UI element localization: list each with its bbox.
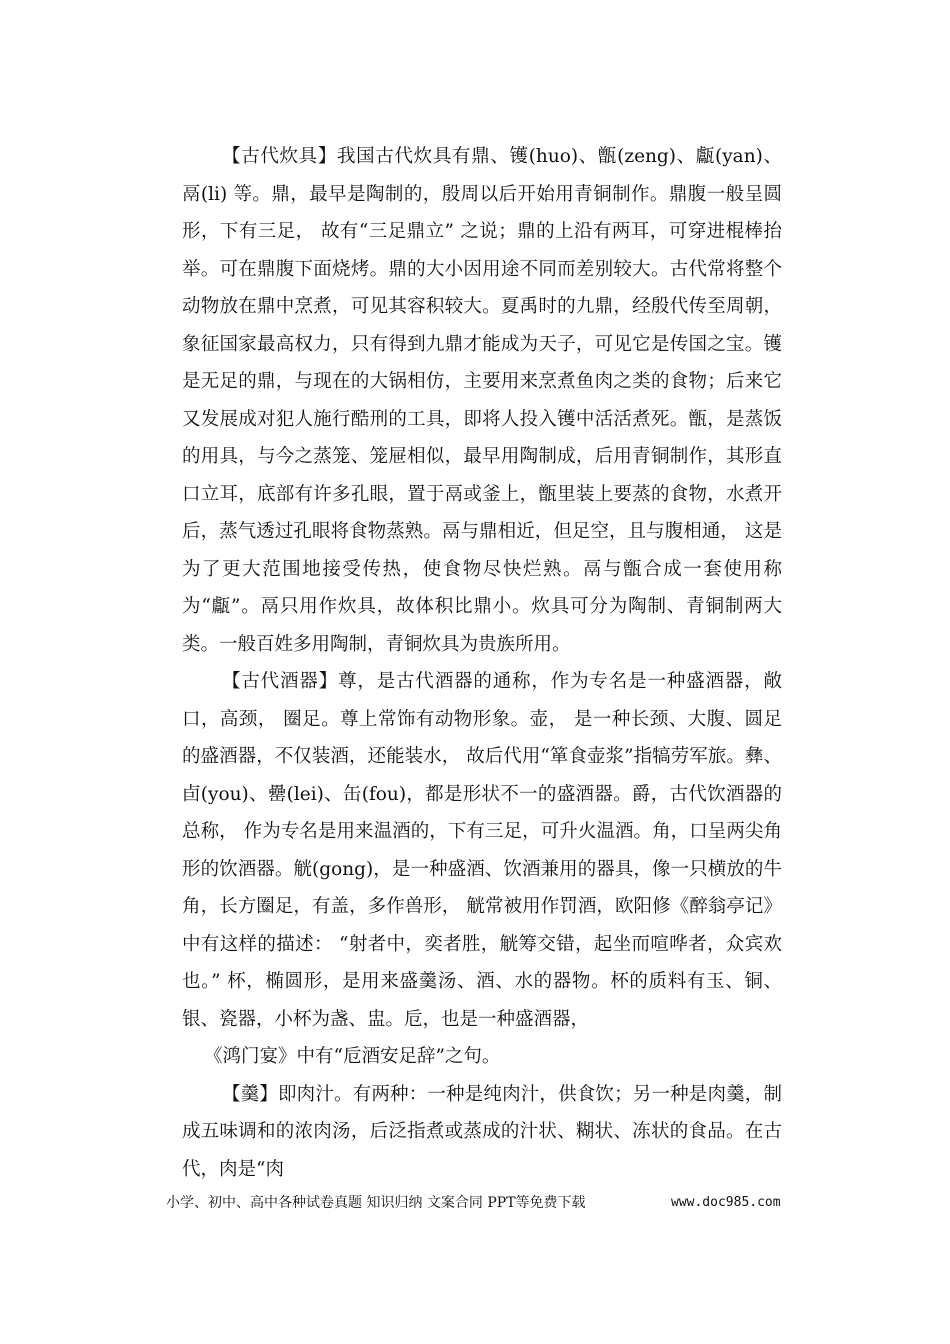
footer-site-link[interactable]: www.doc985.com bbox=[671, 1195, 781, 1210]
paragraph-quote bbox=[182, 1038, 782, 1076]
paragraph-wine-vessels bbox=[182, 663, 782, 1038]
page-footer bbox=[166, 1192, 806, 1214]
section-heading: 【古代炊具】 bbox=[222, 146, 338, 167]
paragraph-geng bbox=[182, 1076, 782, 1189]
paragraph-text: 即肉汁。有两种：一种是纯肉汁，供食饮；另一种是肉羹，制成五味调和的浓肉汤，后泛指煮或蒸成的汁状、糊状、冻状的食品。在古代，肉是“肉 bbox=[182, 1083, 782, 1180]
paragraph-text: 尊，是古代酒器的通称，作为专名是一种盛酒器，敞口，高颈， 圈足。尊上常饰有动物形象。壶， 是一种长颈、大腹、圆足的盛酒器，不仅装酒，还能装水， 故后代用“箪食壶浆”指犒劳军旅。彝、卣(you)、罍(lei)、缶(fou)，都是形状不一的盛酒器。爵，古代饮酒器的总称， 作为专名是用来温酒的，下有三足，可升火温酒。角，口呈两尖角形的饮酒器。觥(gong)，是一种盛酒、饮酒兼用的器具，像一只横放的牛角，长方圈足，有盖，多作兽形， 觥常被用作罚酒，欧阳修《醉翁亭记》中有这样的描述： “射者中，奕者胜，觥筹交错，起坐而喧哗者，众宾欢也。” 杯，椭圆形，是用来盛羹汤、酒、水的器物。杯的质料有玉、铜、银、瓷器，小杯为盏、盅。卮，也是一种盛酒器， bbox=[182, 671, 782, 1030]
paragraph-text: 我国古代炊具有鼎、镬(huo)、甑(zeng)、甗(yan)、鬲(li) 等。鼎，最早是陶制的，殷周以后开始用青铜制作。鼎腹一般呈圆形，下有三足， 故有“三足鼎立” 之说；鼎的上沿有两耳，可穿进棍棒抬举。可在鼎腹下面烧烤。鼎的大小因用途不同而差别较大。古代常将整个动物放在鼎中烹煮，可见其容积较大。夏禹时的九鼎，经殷代传至周朝，象征国家最高权力，只有得到九鼎才能成为天子，可见它是传国之宝。镬是无足的鼎，与现在的大锅相仿，主要用来烹煮鱼肉之类的食物；后来它又发展成对犯人施行酷刑的工具，即将人投入镬中活活煮死。甑，是蒸饭的用具，与今之蒸笼、笼屉相似，最早用陶制成，后用青铜制作，其形直口立耳，底部有许多孔眼，置于鬲或釜上，甑里装上要蒸的食物，水煮开后，蒸气透过孔眼将食物蒸熟。鬲与鼎相近，但足空，且与腹相通， 这是为了更大范围地接受传热，使食物尽快烂熟。鬲与甑合成一套使用称为“甗”。鬲只用作炊具，故体积比鼎小。炊具可分为陶制、青铜制两大类。一般百姓多用陶制，青铜炊具为贵族所用。 bbox=[182, 146, 782, 655]
paragraph-text: 《鸿门宴》中有“卮酒安足辞”之句。 bbox=[204, 1046, 501, 1067]
footer-text: 小学、初中、高中各种试卷真题 知识归纳 文案合同 PPT等免费下载 bbox=[166, 1195, 586, 1211]
section-heading: 【古代酒器】 bbox=[222, 671, 339, 692]
paragraph-cooking-vessels bbox=[182, 138, 782, 663]
document-body bbox=[182, 138, 782, 1188]
section-heading: 【羹】 bbox=[222, 1083, 279, 1105]
